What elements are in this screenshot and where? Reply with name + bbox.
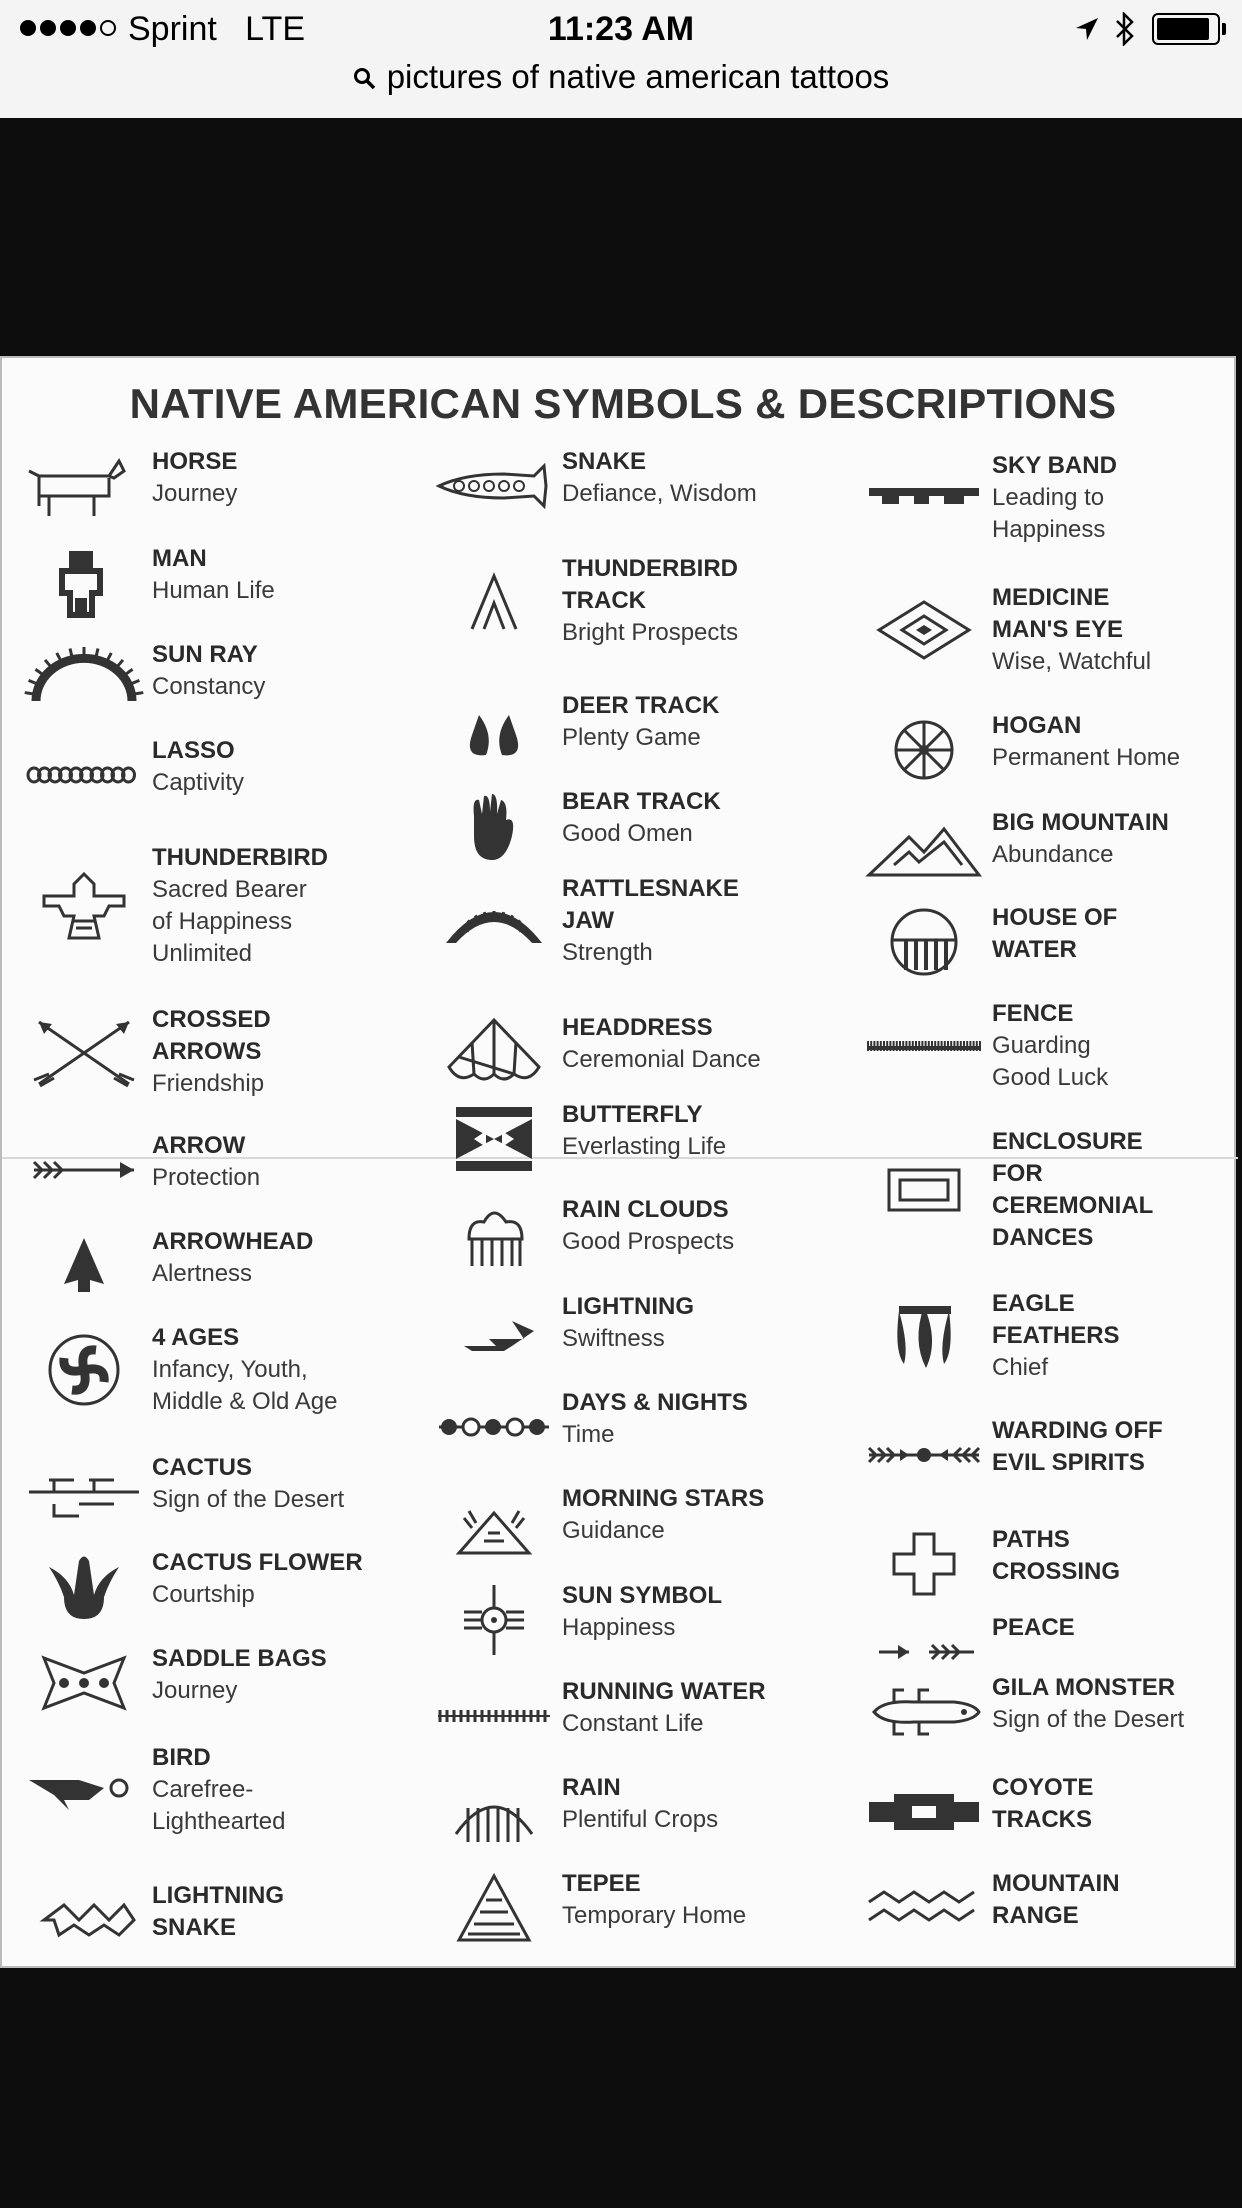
symbol-text (562, 553, 862, 649)
symbol-meaning: Strength (562, 939, 653, 966)
symbol-text (992, 998, 1242, 1094)
symbol-meaning: Captivity (152, 769, 245, 796)
symbol-name: CROSSED ARROWS (152, 1006, 271, 1065)
hogan-icon (864, 710, 984, 790)
symbol-name: BIG MOUNTAIN (992, 809, 1169, 836)
symbol-meaning: Happiness (562, 1614, 676, 1641)
four-ages-icon (24, 1330, 144, 1410)
symbol-name: BUTTERFLY (562, 1101, 703, 1128)
symbol-text (152, 543, 452, 607)
symbol-name: SNAKE (562, 448, 647, 475)
symbol-name: BIRD (152, 1744, 211, 1771)
bird-icon (24, 1750, 144, 1830)
symbol-meaning: Temporary Home (562, 1902, 747, 1929)
symbol-text (152, 1226, 452, 1290)
symbol-name: WARDING OFF EVIL SPIRITS (992, 1417, 1163, 1476)
horse-icon (24, 446, 144, 526)
symbol-text (152, 1880, 452, 1944)
symbol-name: SADDLE BAGS (152, 1645, 327, 1672)
symbol-text (992, 582, 1242, 678)
symbol-meaning: Ceremonial Dance (562, 1046, 761, 1073)
symbol-text (992, 1524, 1242, 1588)
symbol-text (562, 1012, 862, 1076)
symbol-text (992, 1126, 1242, 1254)
symbol-text (992, 450, 1242, 546)
symbol-text (992, 1288, 1242, 1384)
symbol-name: LIGHTNING SNAKE (152, 1882, 284, 1941)
symbol-text (562, 446, 862, 510)
symbol-meaning: Plenty Game (562, 724, 701, 751)
sheet-title: NATIVE AMERICAN SYMBOLS & DESCRIPTIONS (129, 380, 1117, 427)
symbol-meaning: Protection (152, 1164, 261, 1191)
sun-ray-icon (24, 639, 144, 719)
symbol-meaning: Friendship (152, 1070, 265, 1097)
thunderbird-icon (24, 866, 144, 946)
symbol-name: MEDICINE MAN'S EYE (992, 584, 1124, 643)
symbol-meaning: Chief (992, 1354, 1049, 1381)
symbol-name: PEACE (992, 1614, 1075, 1641)
symbol-text (562, 1099, 862, 1163)
symbol-text (562, 690, 862, 754)
carrier-name: Sprint (128, 10, 217, 48)
symbol-text (992, 1415, 1242, 1479)
symbol-name: MAN (152, 545, 207, 572)
arrowhead-icon (24, 1226, 144, 1306)
symbol-text (562, 1868, 862, 1932)
symbol-name: PATHS CROSSING (992, 1526, 1121, 1585)
symbol-meaning: Journey (152, 480, 238, 507)
thunderbird-track-icon (434, 561, 554, 641)
lightning-snake-icon (24, 1880, 144, 1960)
cactus-flower-icon (24, 1547, 144, 1627)
location-arrow-icon (1074, 16, 1100, 42)
symbol-text (152, 1322, 452, 1418)
symbol-meaning: Constant Life (562, 1710, 704, 1737)
symbol-meaning: Courtship (152, 1581, 255, 1608)
symbol-text (152, 735, 452, 799)
bear-track-icon (434, 786, 554, 866)
symbol-name: HOGAN (992, 712, 1082, 739)
deer-track-icon (434, 690, 554, 770)
coyote-tracks-icon (864, 1772, 984, 1852)
days-nights-icon (434, 1387, 554, 1467)
symbol-text (992, 902, 1242, 966)
rattlesnake-jaw-icon (434, 881, 554, 961)
gila-monster-icon (864, 1672, 984, 1752)
tepee-icon (434, 1868, 554, 1948)
symbol-name: RATTLESNAKE JAW (562, 875, 739, 934)
search-query-text: pictures of native american tattoos (386, 58, 890, 95)
lasso-icon (24, 735, 144, 815)
symbol-name: BEAR TRACK (562, 788, 721, 815)
symbol-text (562, 786, 862, 850)
sun-symbol-icon (434, 1580, 554, 1660)
symbol-name: ARROW (152, 1132, 246, 1159)
symbol-meaning: Wise, Watchful (992, 648, 1152, 675)
symbol-meaning: Leading to Happiness (992, 484, 1106, 543)
symbol-text (152, 1004, 452, 1100)
mountain-range-icon (864, 1868, 984, 1948)
clock: 11:23 AM (547, 10, 695, 48)
symbol-text (992, 1868, 1242, 1932)
cactus-icon (24, 1452, 144, 1532)
symbol-text (152, 446, 452, 510)
symbol-meaning: Good Omen (562, 820, 693, 847)
symbol-text (152, 1547, 452, 1611)
symbol-meaning: Constancy (152, 673, 266, 700)
symbol-meaning: Defiance, Wisdom (562, 480, 757, 507)
crossed-arrows-icon (24, 1012, 144, 1092)
symbol-meaning: Sacred Bearer of Happiness Unlimited (152, 876, 307, 967)
symbol-text (152, 1130, 452, 1194)
symbol-name: SUN RAY (152, 641, 258, 668)
symbol-name: SKY BAND (992, 452, 1117, 479)
symbol-name: HORSE (152, 448, 238, 475)
big-mountain-icon (864, 807, 984, 887)
symbol-meaning: Everlasting Life (562, 1133, 727, 1160)
saddle-bags-icon (24, 1643, 144, 1723)
symbol-text (992, 1672, 1242, 1736)
symbol-text (562, 873, 862, 969)
paths-crossing-icon (864, 1524, 984, 1604)
symbol-text (562, 1580, 862, 1644)
symbol-text (562, 1772, 862, 1836)
bluetooth-icon (1114, 12, 1136, 46)
symbol-name: TEPEE (562, 1870, 641, 1897)
symbol-name: DAYS & NIGHTS (562, 1389, 748, 1416)
symbol-name: DEER TRACK (562, 692, 720, 719)
symbol-text (152, 639, 452, 703)
status-bar (0, 0, 1242, 118)
symbol-name: ENCLOSURE FOR CEREMONIAL DANCES (992, 1128, 1154, 1251)
symbol-text (152, 1742, 452, 1838)
battery-icon (1152, 13, 1220, 45)
symbol-name: CACTUS FLOWER (152, 1549, 363, 1576)
symbol-meaning: Guidance (562, 1517, 665, 1544)
symbol-text (992, 1772, 1242, 1836)
symbol-text (562, 1387, 862, 1451)
symbol-name: ARROWHEAD (152, 1228, 314, 1255)
symbol-text (562, 1483, 862, 1547)
symbol-name: LASSO (152, 737, 235, 764)
running-water-icon (434, 1676, 554, 1756)
symbol-name: HOUSE OF WATER (992, 904, 1118, 963)
search-icon (353, 67, 377, 91)
symbol-name: RAIN (562, 1774, 621, 1801)
symbol-meaning: Time (562, 1421, 615, 1448)
symbol-meaning: Human Life (152, 577, 275, 604)
symbol-name: CACTUS (152, 1454, 252, 1481)
fence-icon (864, 1006, 984, 1086)
symbol-meaning: Sign of the Desert (992, 1706, 1185, 1733)
rain-clouds-icon (434, 1194, 554, 1274)
symbol-text (992, 1612, 1242, 1644)
symbol-name: GILA MONSTER (992, 1674, 1176, 1701)
enclosure-icon (864, 1150, 984, 1230)
symbol-text (152, 842, 452, 970)
eagle-feathers-icon (864, 1296, 984, 1376)
symbol-text (562, 1291, 862, 1355)
network-type: LTE (245, 10, 306, 48)
symbol-meaning: Swiftness (562, 1325, 665, 1352)
symbol-meaning: Alertness (152, 1260, 253, 1287)
symbol-name: RUNNING WATER (562, 1678, 766, 1705)
symbol-meaning: Infancy, Youth, Middle & Old Age (152, 1356, 338, 1415)
morning-stars-icon (434, 1483, 554, 1563)
symbol-name: HEADDRESS (562, 1014, 713, 1041)
symbol-name: FENCE (992, 1000, 1074, 1027)
symbol-text (562, 1676, 862, 1740)
headdress-icon (434, 1012, 554, 1092)
symbol-name: THUNDERBIRD TRACK (562, 555, 738, 614)
symbol-meaning: Good Prospects (562, 1228, 735, 1255)
symbol-name: EAGLE FEATHERS (992, 1290, 1120, 1349)
symbol-text (992, 710, 1242, 774)
symbol-meaning: Journey (152, 1677, 238, 1704)
symbol-text (152, 1452, 452, 1516)
butterfly-icon (434, 1099, 554, 1179)
search-query-bar[interactable] (0, 58, 1242, 96)
symbol-text (992, 807, 1242, 871)
symbol-meaning: Carefree- Lighthearted (152, 1776, 286, 1835)
snake-icon (434, 446, 554, 526)
symbol-name: 4 AGES (152, 1324, 240, 1351)
symbol-name: RAIN CLOUDS (562, 1196, 729, 1223)
man-icon (24, 543, 144, 623)
medicine-mans-eye-icon (864, 590, 984, 670)
symbol-meaning: Plentiful Crops (562, 1806, 719, 1833)
sky-band-icon (864, 458, 984, 538)
symbol-meaning: Bright Prospects (562, 619, 739, 646)
symbol-name: SUN SYMBOL (562, 1582, 723, 1609)
symbol-name: MORNING STARS (562, 1485, 765, 1512)
symbol-meaning: Guarding Good Luck (992, 1032, 1109, 1091)
warding-off-icon (864, 1415, 984, 1495)
symbol-name: LIGHTNING (562, 1293, 694, 1320)
symbol-meaning: Permanent Home (992, 744, 1181, 771)
rain-icon (434, 1772, 554, 1852)
symbols-chart-image[interactable] (0, 356, 1236, 1968)
symbol-meaning: Abundance (992, 841, 1114, 868)
symbol-name: COYOTE TRACKS (992, 1774, 1094, 1833)
house-of-water-icon (864, 902, 984, 982)
symbol-name: THUNDERBIRD (152, 844, 328, 871)
symbol-text (562, 1194, 862, 1258)
lightning-icon (434, 1291, 554, 1371)
symbol-name: MOUNTAIN RANGE (992, 1870, 1120, 1929)
symbol-meaning: Sign of the Desert (152, 1486, 345, 1513)
arrow-icon (24, 1130, 144, 1210)
symbol-text (152, 1643, 452, 1707)
